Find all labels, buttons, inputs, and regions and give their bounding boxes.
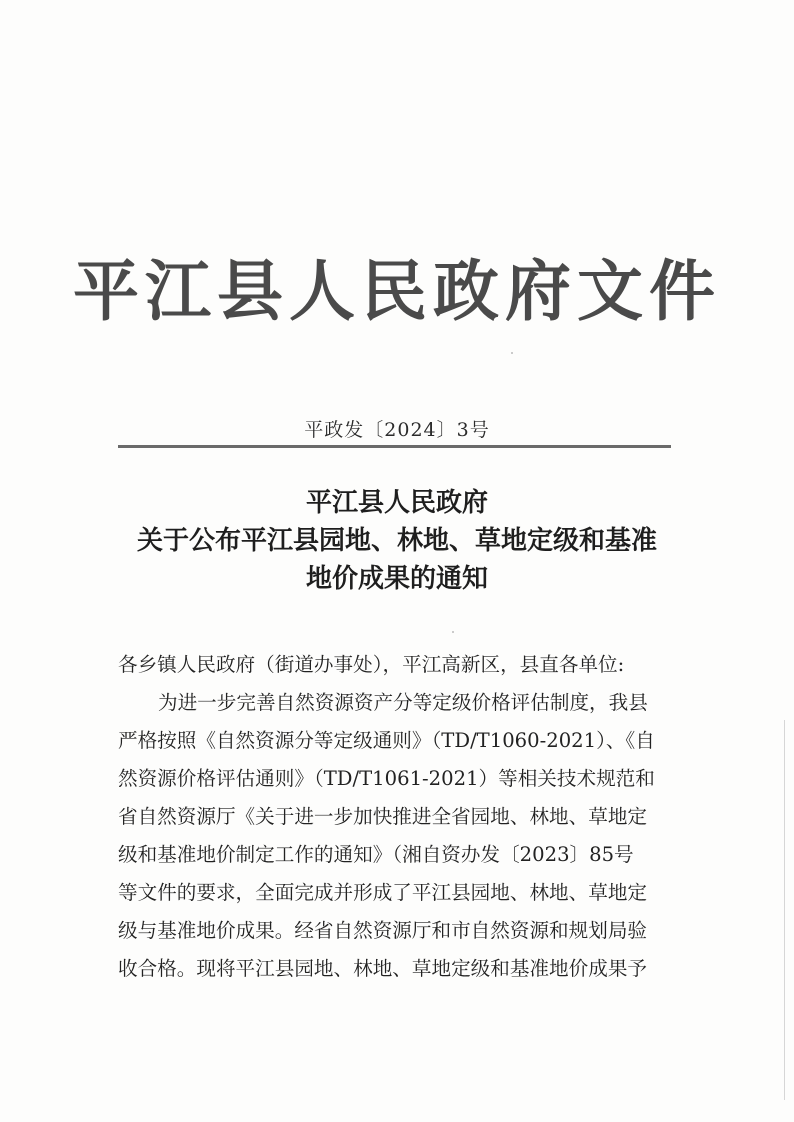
body-line: 收合格。现将平江县园地、林地、草地定级和基准地价成果予 xyxy=(118,957,648,980)
body-line: 为进一步完善自然资源资产分等定级价格评估制度，我县 xyxy=(158,691,648,714)
document-number: 平政发〔2024〕3号 xyxy=(304,419,490,441)
scan-speck xyxy=(452,631,454,633)
body-line: 然资源价格评估通则》（TD/T1061-2021）等相关技术规范和 xyxy=(118,767,655,790)
title-line: 地价成果的通知 xyxy=(305,564,488,594)
addressee: 各乡镇人民政府（街道办事处），平江高新区，县直各单位: xyxy=(118,653,625,676)
body-line: 级与基准地价成果。经省自然资源厅和市自然资源和规划局验 xyxy=(118,919,648,942)
body-line: 级和基准地价制定工作的通知》（湘自资办发〔2023〕85号 xyxy=(118,843,634,866)
body-line: 严格按照《自然资源分等定级通则》（TD/T1060-2021）、《自 xyxy=(118,729,655,752)
notice-body xyxy=(118,646,674,988)
scan-speck xyxy=(511,352,513,354)
body-line: 省自然资源厅《关于进一步加快推进全省园地、林地、草地定 xyxy=(118,805,648,828)
notice-title xyxy=(0,484,794,598)
scan-edge-line xyxy=(784,720,785,1100)
document-masthead: 平江县人民政府文件 xyxy=(73,252,721,330)
title-line: 关于公布平江县园地、林地、草地定级和基准 xyxy=(136,526,657,556)
masthead-divider xyxy=(118,445,671,448)
body-line: 等文件的要求，全面完成并形成了平江县园地、林地、草地定 xyxy=(118,881,648,904)
title-line: 平江县人民政府 xyxy=(305,488,488,518)
